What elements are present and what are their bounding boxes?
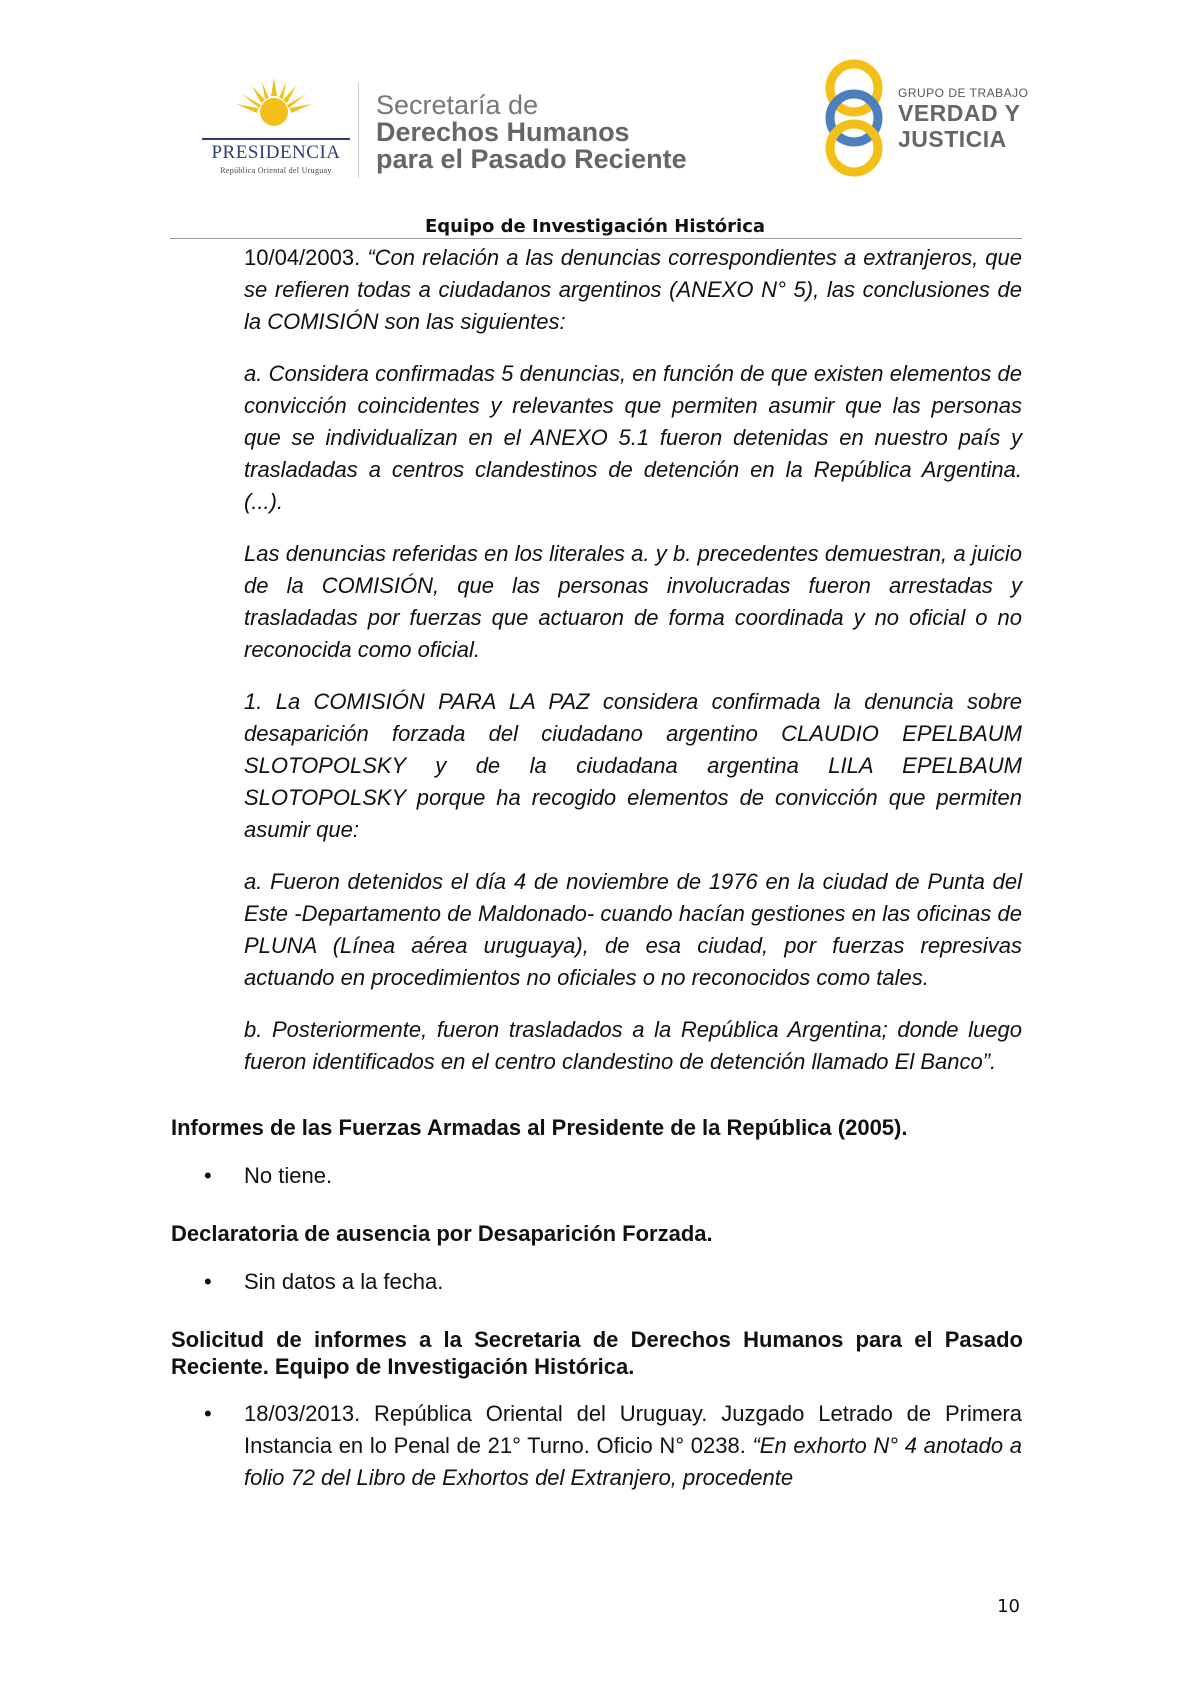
header-divider — [358, 82, 359, 178]
list-item-text: 18/03/2013. República Oriental del Uruguay. Juzgado Letrado de Primera Instancia en lo Penal de 21° Turno. Oficio N° 0238. — [244, 1401, 1022, 1458]
paragraph-4: 1. La COMISIÓN PARA LA PAZ considera confirmada la denuncia sobre desaparición forzada del ciudadano argentino CLAUDIO EPELBAUM SLOTOPOLSKY y de la ciudadana argentina LILA EPELBAUM SLOTOPOLSKY porque ha recogido elementos de convicción que permiten asumir que: — [244, 689, 1022, 842]
list-item-quote: “En exhorto N° 4 anotado a folio 72 del Libro de Exhortos del Extranjero, procedente — [244, 1433, 1022, 1490]
paragraph-6: b. Posteriormente, fueron trasladados a la República Argentina; donde luego fueron identificados en el centro clandestino de detención llamado El Banco”. — [244, 1017, 1022, 1074]
quoted-body — [244, 242, 1022, 1098]
presidencia-logo — [196, 78, 356, 178]
verdad-justicia-logo — [818, 56, 1038, 181]
header-rule — [170, 238, 1022, 239]
list-item — [204, 1398, 1022, 1494]
secretaria-line3: para el Pasado Reciente — [376, 144, 687, 174]
paragraph-3: Las denuncias referidas en los literales a. y b. precedentes demuestran, a juicio de la COMISIÓN, que las personas involucradas fueron arrestadas y trasladadas por fuerzas que actuaron de forma coordinada y no oficial o no reconocida como oficial. — [244, 541, 1022, 662]
grupo-line1: GRUPO DE TRABAJO — [898, 86, 1029, 100]
list-item-text: No tiene. — [244, 1163, 333, 1188]
section-heading-fuerzas-armadas: Informes de las Fuerzas Armadas al Presidente de la República (2005). — [171, 1115, 908, 1140]
presidencia-subtitle: República Oriental del Uruguay — [220, 166, 332, 175]
header-team-title: Equipo de Investigación Histórica — [424, 216, 766, 237]
paragraph-1-date: 10/04/2003. — [244, 245, 361, 270]
list-item — [204, 1160, 1022, 1192]
grupo-line3: JUSTICIA — [898, 126, 1007, 152]
paragraph-2: a. Considera confirmadas 5 denuncias, en función de que existen elementos de convicción coincidentes y relevantes que permiten asumir que las personas que se individualizan en el ANEXO 5.1 fueron detenidas en nuestro país y trasladadas a centros clandestinos de detención en la República Argentina. (...). — [244, 361, 1022, 514]
page-header — [0, 0, 1190, 237]
bullet-icon: • — [204, 1401, 212, 1426]
secretaria-logo-text — [376, 92, 687, 173]
secretaria-line1: Secretaría de — [376, 90, 539, 120]
section-heading-solicitud: Solicitud de informes a la Secretaria de Derechos Humanos para el Pasado Reciente. Equipo de Investigación Histórica. — [171, 1327, 1023, 1379]
section-heading-declaratoria: Declaratoria de ausencia por Desaparición Forzada. — [171, 1221, 713, 1246]
paragraph-1 — [244, 242, 1022, 338]
grupo-line2: VERDAD Y — [898, 100, 1021, 126]
interlocked-rings-icon — [818, 56, 898, 181]
verdad-justicia-text — [898, 86, 1028, 152]
page-number: 10 — [997, 1596, 1020, 1617]
list-item-text: Sin datos a la fecha. — [244, 1269, 444, 1294]
list-item — [204, 1266, 1022, 1298]
presidencia-name: PRESIDENCIA — [211, 142, 341, 163]
bullet-icon: • — [204, 1269, 212, 1294]
presidencia-rule — [202, 138, 350, 140]
sun-emblem-icon — [234, 78, 314, 138]
paragraph-5: a. Fueron detenidos el día 4 de noviembre de 1976 en la ciudad de Punta del Este -Departamento de Maldonado- cuando hacían gestiones en las oficinas de PLUNA (Línea aérea uruguaya), de esa ciudad, por fuerzas represivas actuando en procedimientos no oficiales o no reconocidos como tales. — [244, 869, 1022, 990]
secretaria-line2: Derechos Humanos — [376, 117, 630, 147]
bullet-icon: • — [204, 1163, 212, 1188]
paragraph-1-quote: “Con relación a las denuncias correspondientes a extranjeros, que se refieren todas a ciudadanos argentinos (ANEXO N° 5), las conclusiones de la COMISIÓN son las siguientes: — [244, 245, 1022, 334]
